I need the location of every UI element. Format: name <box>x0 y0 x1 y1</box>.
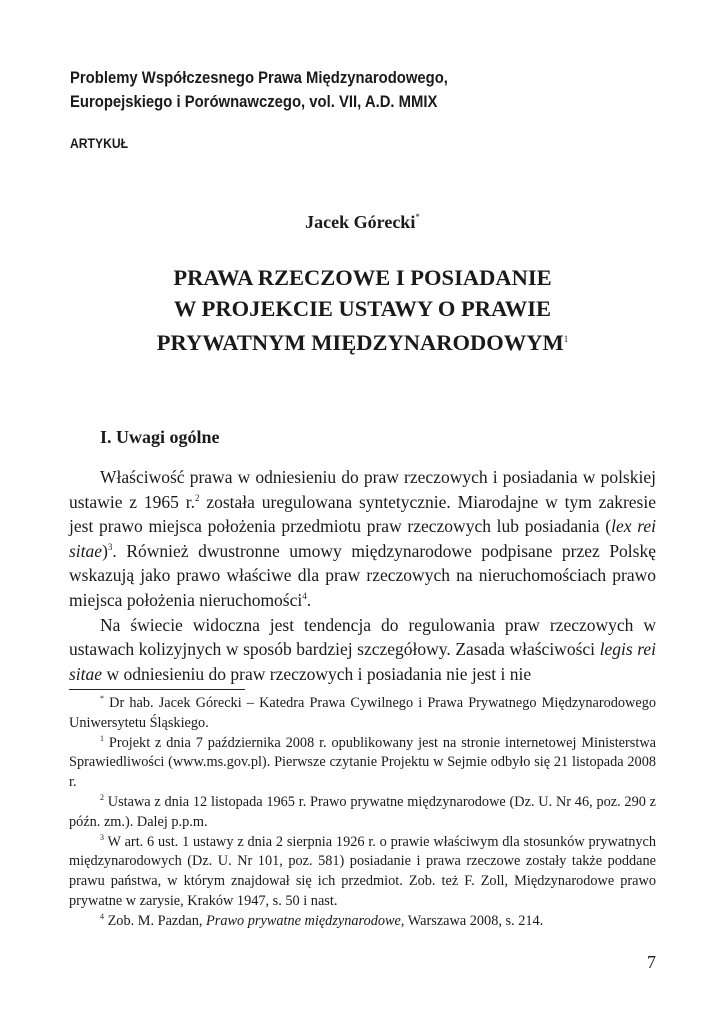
title-footnote-mark: 1 <box>563 334 569 344</box>
footnote-mark: 4 <box>100 911 104 921</box>
journal-title-line-1: Problemy Współczesnego Prawa Międzynarodowego, <box>70 69 448 87</box>
p1-text-c: ) <box>102 540 108 561</box>
body-text <box>69 465 656 686</box>
footnote <box>69 912 656 932</box>
title-line-2: W PROJEKCIE USTAWY O PRAWIE <box>173 296 552 321</box>
footnote-mark: 2 <box>100 792 104 802</box>
journal-title-line-2: Europejskiego i Porównawczego, vol. VII, A.D. MMIX <box>70 93 438 111</box>
p1-text-a: Właściwość prawa w odniesieniu do praw rzeczowych i posiadania w polskiej ustawie z 1965 r. <box>69 467 656 512</box>
footnote-mark: 1 <box>100 733 104 743</box>
footnote-text: Projekt z dnia 7 października 2008 r. opublikowany jest na stronie internetowej Ministerstwa Sprawiedliwości (www.ms.gov.pl). Pierwsze czytanie Projektu w Sejmie odbyło się 21 listopada 2008 r. <box>69 734 656 791</box>
p1-text-e: . <box>306 589 312 610</box>
footnote-mark: * <box>100 694 104 703</box>
footnote-text: Dr hab. Jacek Górecki – Katedra Prawa Cywilnego i Prawa Prywatnego Międzynarodowego Uniwersytetu Śląskiego. <box>69 695 656 731</box>
page-number: 7 <box>647 952 656 972</box>
footnote-ref-4: 4 <box>302 590 307 601</box>
footnote-separator <box>69 689 245 690</box>
p2-italic-term: legis rei sitae <box>69 639 656 684</box>
author-line <box>0 212 725 233</box>
article-title <box>0 262 725 358</box>
footnote-text: W art. 6 ust. 1 ustawy z dnia 2 sierpnia 1926 r. o prawie właściwym dla stosunków prywatnych międzynarodowych (Dz. U. Nr 101, poz. 581) posiadanie i prawa rzeczowe zostały także poddane prawu państwa, w którym znajdował się ich przedmiot. Zob. też F. Zoll, Międzynarodowe prawo prywatne w zarysie, Kraków 1947, s. 50 i nast. <box>69 833 656 909</box>
footnote-text-end: , Warszawa 2008, s. 214. <box>400 912 544 929</box>
footnote <box>69 793 656 833</box>
title-line-3-wrap <box>0 324 725 358</box>
author-name: Jacek Górecki <box>305 212 416 232</box>
journal-header <box>70 66 610 114</box>
footnote-text: Ustawa z dnia 12 listopada 1965 r. Prawo prywatne międzynarodowe (Dz. U. Nr 46, poz. 290 z późn. zm.). Dalej p.p.m. <box>69 793 656 830</box>
title-line-1: PRAWA RZECZOWE I POSIADANIE <box>173 265 552 290</box>
title-line-3: PRYWATNYM MIĘDZYNARODOWYM <box>156 330 564 355</box>
footnote-italic-title: Prawo prywatne międzynarodowe <box>206 912 401 929</box>
footnote-mark: 3 <box>100 832 104 842</box>
paragraph-2 <box>69 613 656 687</box>
p2-text-a: Na świecie widoczna jest tendencja do regulowania praw rzeczowych w ustawach kolizyjnych w sposób bardziej szczegółowy. Zasada właściwości <box>69 614 656 660</box>
footnote-ref-2: 2 <box>194 492 200 503</box>
p1-text-d: . Również dwustronne umowy międzynarodowe podpisane przez Polskę wskazują jako prawo właściwe dla praw rzeczowych na nieruchomościach prawo miejsca położenia nieruchomości <box>69 540 656 610</box>
footnote-text: Zob. M. Pazdan, <box>104 912 207 929</box>
article-type-label: ARTYKUŁ <box>70 136 129 151</box>
paragraph-1 <box>69 465 656 613</box>
footnote <box>69 694 656 734</box>
footnotes <box>69 694 656 932</box>
author-footnote-mark: * <box>415 212 420 222</box>
footnote <box>69 833 656 912</box>
p2-text-b: w odniesieniu do praw rzeczowych i posiadania nie jest i nie <box>102 663 532 684</box>
p1-text-b: została uregulowana syntetycznie. Miarodajne w tym zakresie jest prawo miejsca położenia przedmiotu praw rzeczowych lub posiadania ( <box>69 491 656 537</box>
p1-italic-term: lex rei sitae <box>69 516 656 561</box>
section-heading: I. Uwagi ogólne <box>100 427 220 447</box>
footnote <box>69 734 656 793</box>
footnote-ref-3: 3 <box>107 541 113 552</box>
